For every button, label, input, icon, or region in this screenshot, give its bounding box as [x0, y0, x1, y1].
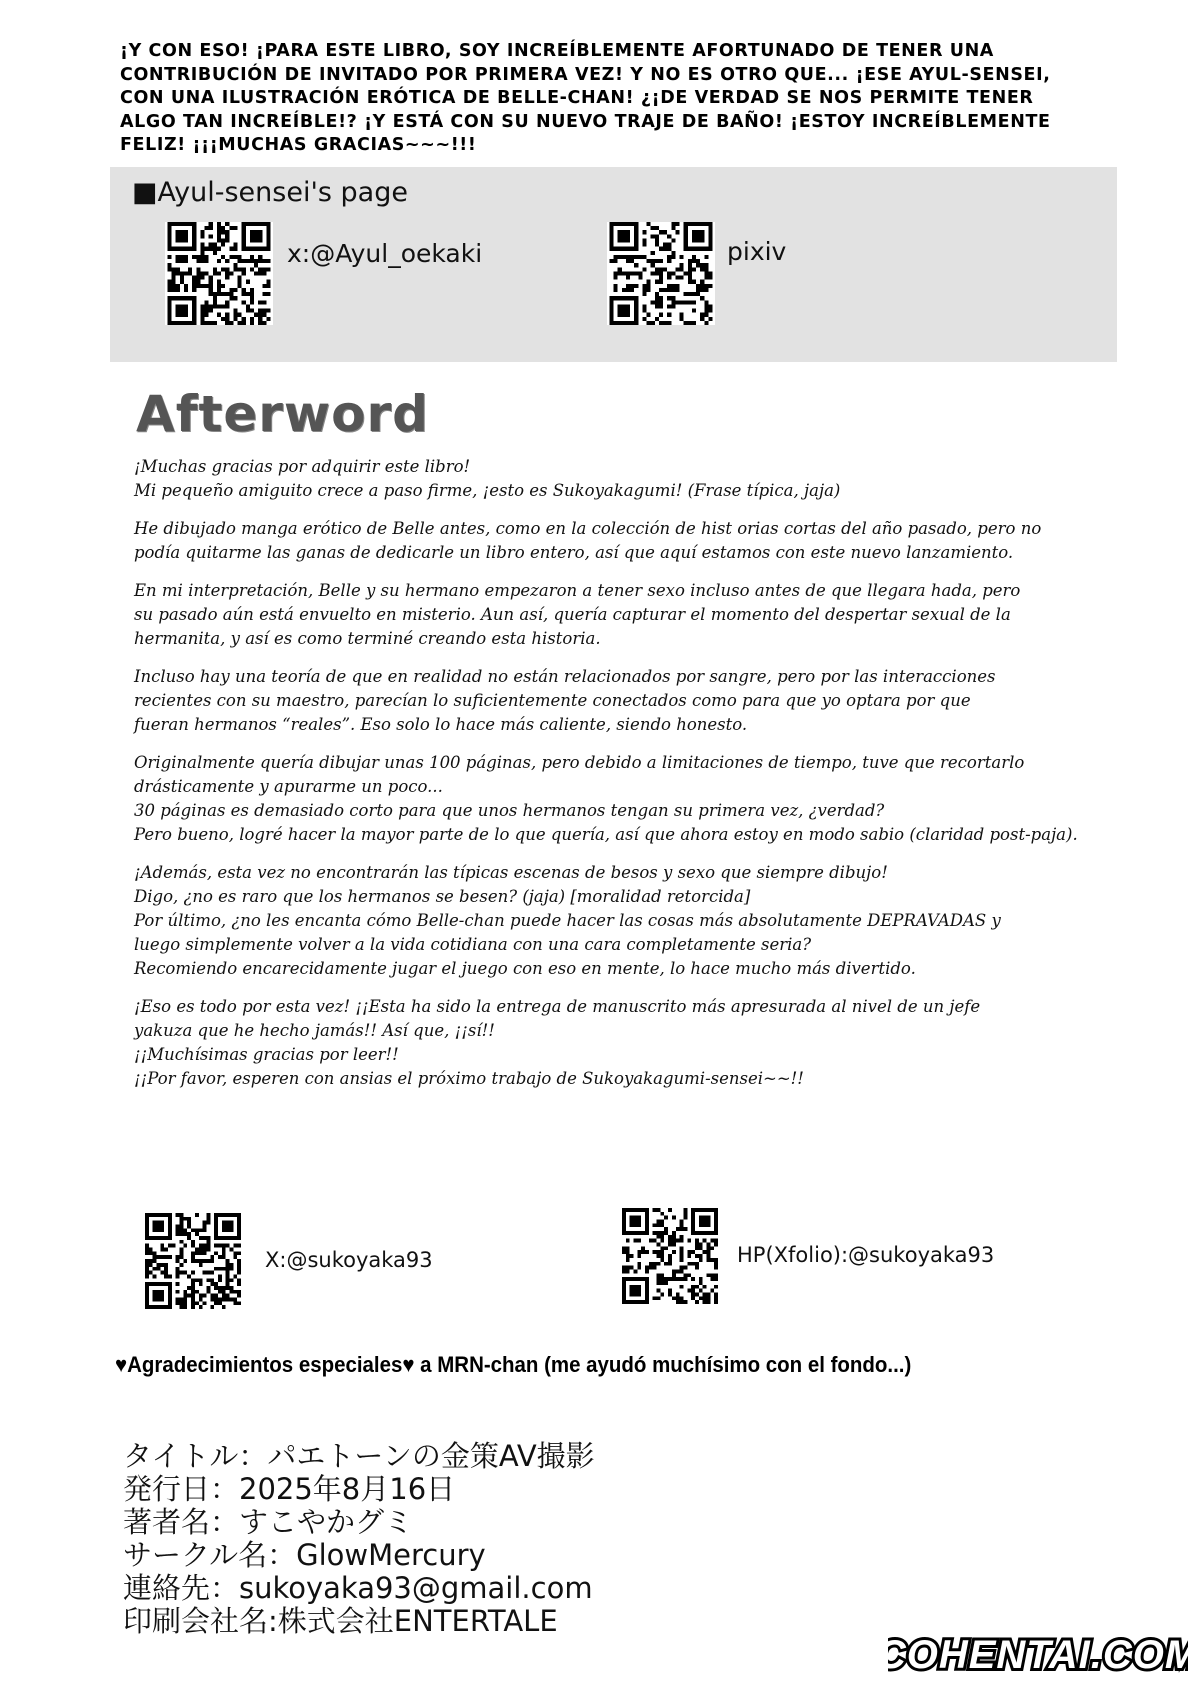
guest-artist-panel	[110, 167, 1117, 362]
afterword-body	[134, 455, 1124, 1105]
qr-code-icon[interactable]	[622, 1208, 718, 1304]
afterword-paragraph	[134, 995, 1124, 1091]
afterword-line: fueran hermanos “reales”. Eso solo lo hace más caliente, siendo honesto.	[134, 715, 748, 734]
afterword-line: drásticamente y apurarme un poco...	[134, 777, 443, 796]
qr-code-icon[interactable]	[607, 222, 715, 325]
afterword-line: su pasado aún está envuelto en misterio. Aun así, quería capturar el momento del despertar sexual de la	[134, 605, 1011, 624]
intro-line: ALGO TAN INCREÍBLE!? ¡Y ESTÁ CON SU NUEVO TRAJE DE BAÑO! ¡ESTOY INCREÍBLEMENTE	[120, 111, 1051, 132]
colophon-circle: サークル名：GlowMercury	[123, 1538, 486, 1572]
svg-text:COHENTAI.COM: COHENTAI.COM	[888, 1633, 1188, 1677]
afterword-line: recientes con su maestro, parecían lo suficientemente conectados como para que yo optara por que	[134, 691, 971, 710]
afterword-line: ¡Además, esta vez no encontrarán las típicas escenas de besos y sexo que siempre dibujo!	[134, 863, 888, 882]
afterword-line: hermanita, y así es como terminé creando esta historia.	[134, 629, 601, 648]
colophon-author: 著者名：すこやかグミ	[123, 1505, 414, 1539]
afterword-line: Incluso hay una teoría de que en realidad no están relacionados por sangre, pero por las interacciones	[134, 667, 996, 686]
qr-code-icon[interactable]	[165, 222, 273, 325]
afterword-line: ¡Eso es todo por esta vez! ¡¡Esta ha sido la entrega de manuscrito más apresurada al nivel de un jefe	[134, 997, 981, 1016]
afterword-paragraph	[134, 579, 1124, 651]
watermark-logo	[888, 1624, 1188, 1682]
intro-line: CONTRIBUCIÓN DE INVITADO POR PRIMERA VEZ! Y NO ES OTRO QUE... ¡ESE AYUL-SENSEI,	[120, 64, 1051, 85]
afterword-line: ¡¡Por favor, esperen con ansias el próximo trabajo de Sukoyakagumi-sensei~~!!	[134, 1069, 804, 1088]
special-thanks: ♥Agradecimientos especiales♥ a MRN-chan (me ayudó muchísimo con el fondo...)	[115, 1352, 912, 1377]
afterword-line: Por último, ¿no les encanta cómo Belle-chan puede hacer las cosas más absolutamente DEPRAVADAS y	[134, 911, 1001, 930]
afterword-line: He dibujado manga erótico de Belle antes, como en la colección de hist orias cortas del año pasado, pero no	[134, 519, 1042, 538]
author-homepage-link[interactable]: HP(Xfolio):@sukoyaka93	[737, 1243, 995, 1267]
guest-panel-title: ■Ayul-sensei's page	[132, 177, 408, 208]
guest-x-link[interactable]: x:@Ayul_oekaki	[287, 239, 483, 268]
afterword-paragraph	[134, 861, 1124, 981]
colophon-title: タイトル：パエトーンの金策AV撮影	[123, 1439, 595, 1473]
afterword-line: En mi interpretación, Belle y su hermano empezaron a tener sexo incluso antes de que llegara hada, pero	[134, 581, 1021, 600]
qr-code-icon[interactable]	[145, 1213, 241, 1309]
colophon-printer: 印刷会社名:株式会社ENTERTALE	[123, 1604, 558, 1638]
intro-line: ¡Y CON ESO! ¡PARA ESTE LIBRO, SOY INCREÍBLEMENTE AFORTUNADO DE TENER UNA	[120, 41, 994, 61]
afterword-paragraph	[134, 517, 1124, 565]
guest-pixiv-link[interactable]: pixiv	[727, 237, 787, 266]
afterword-paragraph	[134, 665, 1124, 737]
colophon-contact: 連絡先：sukoyaka93@gmail.com	[123, 1571, 593, 1605]
afterword-line: ¡Muchas gracias por adquirir este libro!	[134, 457, 471, 476]
afterword-line: Originalmente quería dibujar unas 100 páginas, pero debido a limitaciones de tiempo, tuve que recortarlo	[134, 753, 1025, 772]
intro-line: CON UNA ILUSTRACIÓN ERÓTICA DE BELLE-CHAN! ¿¡DE VERDAD SE NOS PERMITE TENER	[120, 88, 1034, 108]
afterword-title: Afterword	[136, 385, 429, 443]
colophon-date: 発行日：2025年8月16日	[123, 1472, 456, 1506]
afterword-line: Digo, ¿no es raro que los hermanos se besen? (jaja) [moralidad retorcida]	[134, 887, 751, 906]
intro-text	[120, 40, 1100, 158]
afterword-line: luego simplemente volver a la vida cotidiana con una cara completamente seria?	[134, 935, 812, 954]
afterword-paragraph	[134, 455, 1124, 503]
afterword-line: Recomiendo encarecidamente jugar el juego con eso en mente, lo hace mucho más divertido.	[134, 959, 916, 978]
intro-line: FELIZ! ¡¡¡MUCHAS GRACIAS~~~!!!	[120, 135, 477, 155]
afterword-line: podía quitarme las ganas de dedicarle un libro entero, así que aquí estamos con este nuevo lanzamiento.	[134, 543, 1014, 562]
afterword-line: 30 páginas es demasiado corto para que unos hermanos tengan su primera vez, ¿verdad?	[134, 801, 885, 820]
author-x-link[interactable]: X:@sukoyaka93	[265, 1248, 433, 1272]
afterword-line: yakuza que he hecho jamás!! Así que, ¡¡sí!!	[134, 1021, 495, 1040]
afterword-line: Pero bueno, logré hacer la mayor parte de lo que quería, así que ahora estoy en modo sabio (claridad post-paja).	[134, 825, 1078, 844]
colophon	[123, 1440, 595, 1638]
afterword-line: ¡¡Muchísimas gracias por leer!!	[134, 1045, 399, 1064]
afterword-paragraph	[134, 751, 1124, 847]
afterword-line: Mi pequeño amiguito crece a paso firme, ¡esto es Sukoyakagumi! (Frase típica, jaja)	[134, 481, 841, 500]
